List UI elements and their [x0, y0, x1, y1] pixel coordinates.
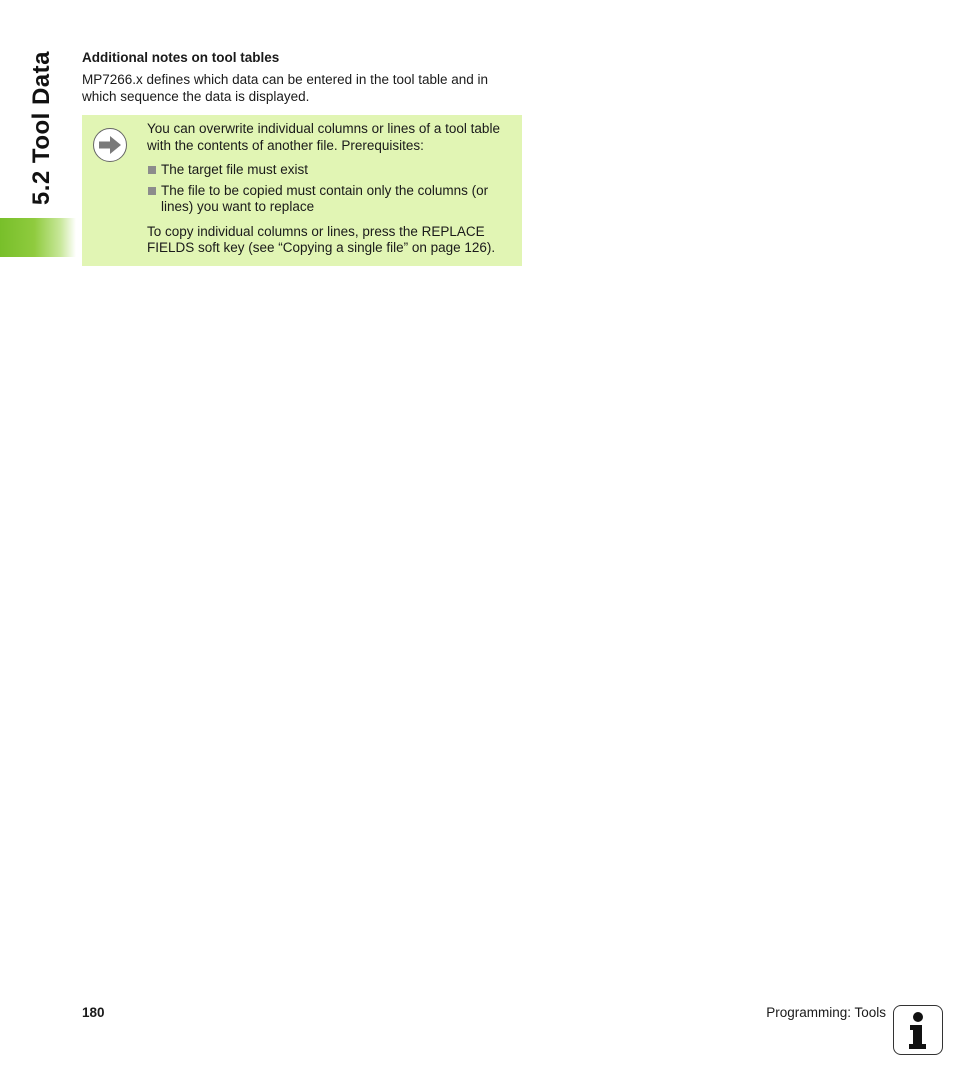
section-heading: Additional notes on tool tables: [82, 50, 280, 65]
intro-paragraph: MP7266.x defines which data can be entered in the tool table and in which sequence the data is displayed.: [82, 72, 489, 104]
list-item-text: The target file must exist: [161, 162, 309, 177]
note-paragraph-2: To copy individual columns or lines, press the REPLACE FIELDS soft key (see “Copying a single file” on page 126).: [147, 223, 496, 255]
list-item: [147, 162, 517, 179]
note-box: [82, 115, 522, 266]
note-text: [147, 121, 517, 265]
chapter-side-title: [22, 50, 62, 220]
footer-chapter-title: Programming: Tools: [766, 1005, 886, 1020]
page-number: 180: [82, 1005, 105, 1020]
info-icon: [893, 1005, 943, 1055]
prerequisite-list: [147, 162, 517, 216]
square-bullet-icon: [148, 187, 156, 195]
note-paragraph-1: You can overwrite individual columns or lines of a tool table with the contents of another file. Prerequisites:: [147, 121, 500, 153]
square-bullet-icon: [148, 166, 156, 174]
chapter-tab-marker: [0, 218, 76, 257]
list-item-text: The file to be copied must contain only the columns (or lines) you want to replace: [161, 182, 489, 214]
list-item: [147, 183, 517, 216]
chapter-title-text: 5.2 Tool Data: [28, 51, 55, 206]
arrow-right-icon: [93, 128, 127, 162]
